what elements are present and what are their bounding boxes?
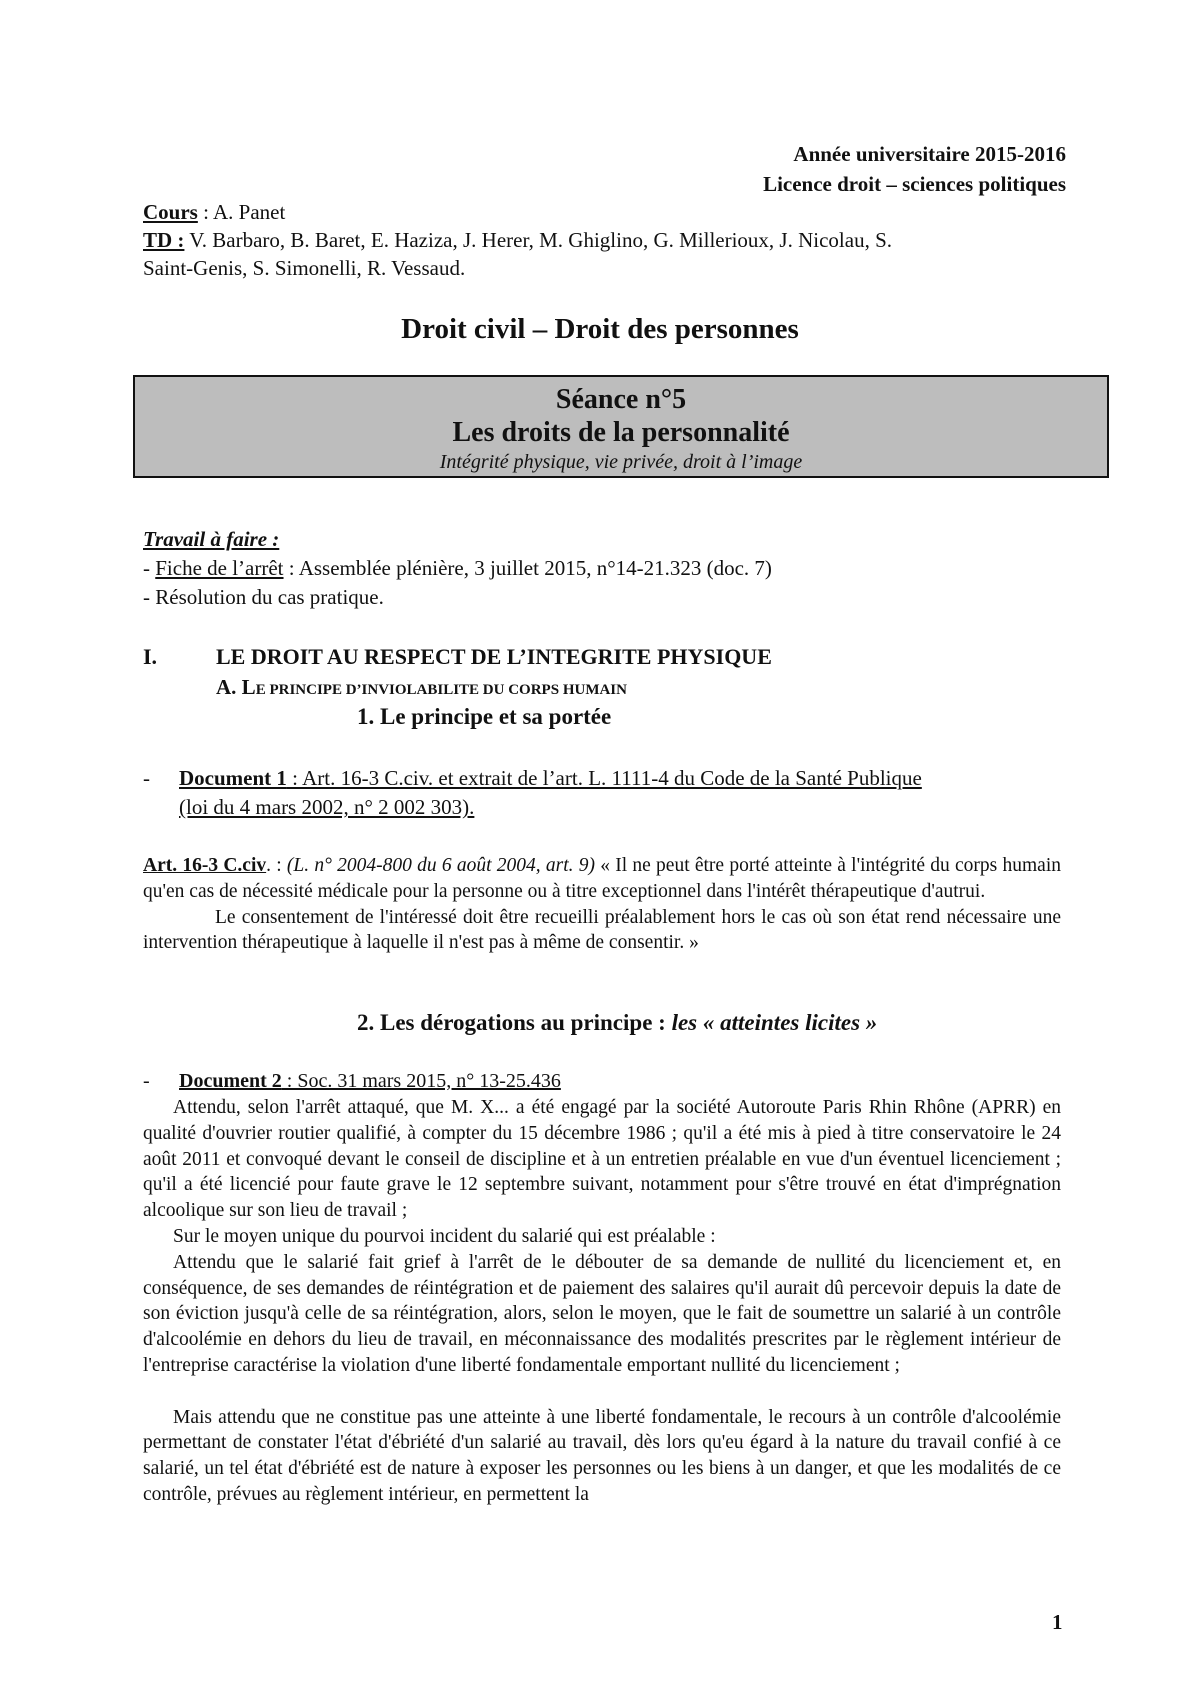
travail-heading: Travail à faire : [143, 527, 280, 551]
travail-item-1 [143, 556, 772, 581]
seance-box [133, 375, 1109, 478]
document-1-line-2: (loi du 4 mars 2002, n° 2 002 303). [179, 795, 475, 819]
document-2-paragraph-2: Sur le moyen unique du pourvoi incident du salarié qui est préalable : [173, 1225, 716, 1247]
article-text-1: « Il ne peut être porté atteinte à l'intégrité du corps humain qu'en cas de nécessité médicale pour la personne ou à titre exceptionnel dans l'intérêt thérapeutique d'autrui. [143, 855, 1061, 902]
academic-year: Année universitaire 2015-2016 [793, 142, 1066, 166]
point-2-italic: les « atteintes licites » [671, 1010, 878, 1035]
document-2-paragraph-4: Mais attendu que ne constitue pas une atteinte à une liberté fondamentale, le recours à un contrôle d'alcoolémie permettant de constater l'état d'ébriété d'un salarié au travail, dès lors qu'eu égard à la nature du travail confié à ce salarié, un tel état d'ébriété est de nature à exposer les personnes ou les biens à un danger, et que les modalités de ce contrôle, prévues au règlement intérieur, en permettent la [143, 1406, 1061, 1505]
document-2-dash: - [143, 1070, 150, 1092]
document-2-paragraph-1: Attendu, selon l'arrêt attaqué, que M. X... a été engagé par la société Autoroute Paris Rhin Rhône (APRR) en qualité d'ouvrier routier qualifié, à compter du 15 décembre 1986 ; qu'il a été mis à pied à titre conservatoire le 24 août 2011 et convoqué devant le conseil de discipline et à un entretien préalable en vue d'un éventuel licenciement ; qu'il a été licencié pour faute grave le 12 septembre suivant, notamment pour s'être trouvé en état d'imprégnation alcoolique sur son lieu de travail ; [143, 1097, 1061, 1222]
td-label: TD : [143, 228, 185, 252]
cours-label: Cours [143, 200, 198, 224]
document-2-heading [179, 1070, 561, 1093]
article-ref: Art. 16-3 C.civ [143, 855, 267, 876]
document-1-line-1 [179, 766, 922, 791]
article-source: (L. n° 2004-800 du 6 août 2004, art. 9) [286, 855, 596, 876]
cours-value: : A. Panet [197, 200, 286, 224]
subsection-a-initial: A. L [216, 675, 256, 699]
page-number: 1 [1052, 1610, 1063, 1634]
travail-item-1-text: : Assemblée plénière, 3 juillet 2015, n°14-21.323 (doc. 7) [283, 556, 772, 580]
travail-item-1-prefix: - [143, 556, 156, 580]
seance-subtitle: Intégrité physique, vie privée, droit à l’image [439, 451, 803, 473]
point-1-heading: 1. Le principe et sa portée [357, 704, 612, 729]
program-name: Licence droit – sciences politiques [763, 172, 1066, 196]
document-2-body [143, 1095, 1061, 1508]
article-text-2: Le consentement de l'intéressé doit être recueilli préalablement hors le cas où son état rend nécessaire une intervention thérapeutique à laquelle il n'est pas à même de consentir. » [143, 906, 1061, 954]
cours-line [143, 200, 285, 225]
travail-item-2: - Résolution du cas pratique. [143, 585, 384, 609]
subsection-a-smallcaps: E PRINCIPE D’INVIOLABILITE DU CORPS HUMAIN [255, 682, 627, 698]
fiche-link: Fiche de l’arrêt [155, 556, 284, 580]
document-1-dash: - [143, 766, 150, 790]
subsection-a [216, 675, 627, 700]
td-value-continued: Saint-Genis, S. Simonelli, R. Vessaud. [143, 256, 466, 280]
article-sep: . : [266, 855, 287, 876]
document-1-label: Document 1 [179, 766, 287, 790]
seance-number: Séance n°5 [555, 384, 687, 415]
article-16-3 [143, 853, 1061, 956]
page-title: Droit civil – Droit des personnes [401, 313, 799, 345]
document-2-label: Document 2 [179, 1070, 282, 1092]
td-line [143, 228, 892, 253]
section-title: LE DROIT AU RESPECT DE L’INTEGRITE PHYSIQUE [216, 644, 772, 669]
section-numeral: I. [143, 644, 158, 669]
document-2-paragraph-3: Attendu que le salarié fait grief à l'arrêt de le débouter de sa demande de nullité du licenciement et, en conséquence, de ses demandes de réintégration et de paiement des salaires qu'il aurait dû percevoir depuis la date de son éviction jusqu'à celle de sa réintégration, alors, selon le moyen, que le fait de soumettre un salarié à un contrôle d'alcoolémie en dehors du lieu de travail, en méconnaissance des modalités prescrites par le règlement intérieur de l'entreprise caractérise la violation d'une liberté fondamentale emportant nullité du licenciement ; [143, 1251, 1061, 1376]
blank-line [143, 1379, 1061, 1405]
td-value: V. Barbaro, B. Baret, E. Haziza, J. Herer, M. Ghiglino, G. Millerioux, J. Nicolau, S. [184, 228, 893, 252]
point-2-prefix: 2. Les dérogations au principe : [357, 1010, 672, 1035]
document-1-text: : Art. 16-3 C.civ. et extrait de l’art. L. 1111-4 du Code de la Santé Publique [286, 766, 922, 790]
point-2-heading [357, 1010, 877, 1036]
seance-topic: Les droits de la personnalité [452, 417, 790, 448]
document-2-ref: : Soc. 31 mars 2015, n° 13-25.436 [281, 1070, 561, 1092]
